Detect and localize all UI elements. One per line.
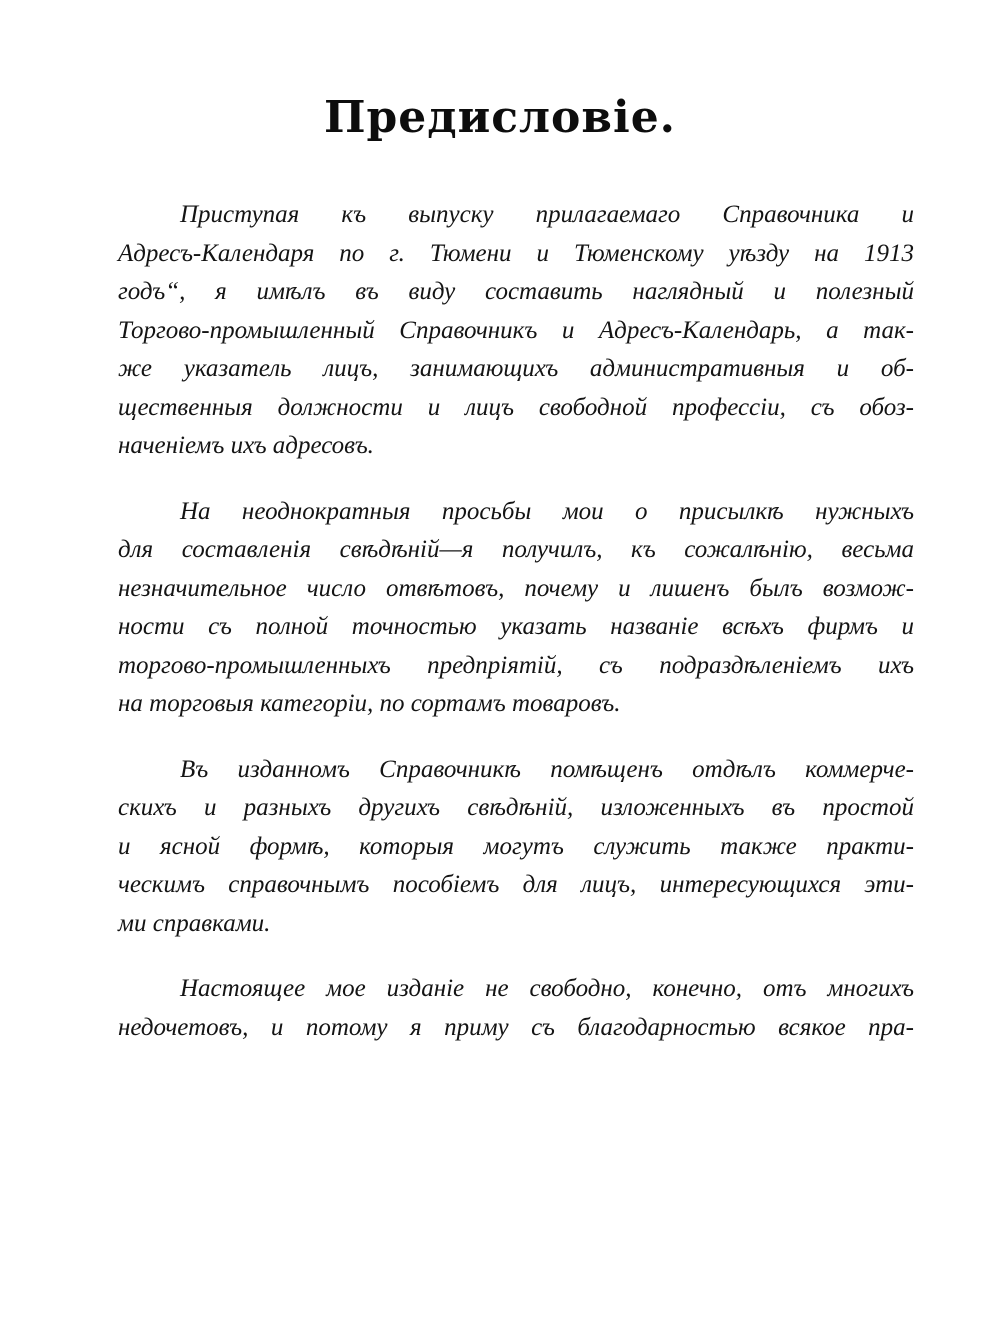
paragraph-4: [118, 970, 914, 1047]
text-line: ми справками.: [118, 909, 271, 937]
text-line: Адресъ-Календаря по г. Тюмени и Тюменскому уѣзду на 1913: [118, 239, 914, 267]
text-line: Настоящее мое изданіе не свободно, конечно, отъ многихъ: [180, 975, 914, 1002]
paragraph-3: [118, 751, 914, 944]
text-line: наченіемъ ихъ адресовъ.: [118, 432, 374, 459]
paragraph-1: [118, 196, 914, 466]
text-line: скихъ и разныхъ другихъ свѣдѣній, изложенныхъ въ простой: [118, 794, 914, 821]
preface-body: [118, 196, 914, 1074]
text-line: ности съ полной точностью указать названіе всѣхъ фирмъ и: [118, 613, 914, 640]
text-line: торгово-промышленныхъ предпріятій, съ подраздѣленіемъ ихъ: [118, 651, 914, 679]
text-line: для составленія свѣдѣній—я получилъ, къ сожалѣнію, весьма: [118, 536, 914, 563]
text-line: ческимъ справочнымъ пособіемъ для лицъ, интересующихся эти-: [118, 871, 914, 898]
paragraph-2: [118, 493, 914, 724]
text-line: На неоднократныя просьбы мои о присылкѣ нужныхъ: [180, 497, 914, 525]
text-line: и ясной формѣ, которыя могутъ служить также практи-: [118, 832, 914, 860]
text-line: щественныя должности и лицъ свободной профессіи, съ обоз-: [118, 393, 914, 421]
text-line: годъ“, я имѣлъ въ виду составить наглядный и полезный: [118, 278, 914, 305]
text-line: же указатель лицъ, занимающихъ административныя и об-: [118, 355, 914, 382]
text-line: Въ изданномъ Справочникѣ помѣщенъ отдѣлъ коммерче-: [180, 755, 914, 783]
text-line: недочетовъ, и потому я приму съ благодарностью всякое пра-: [118, 1013, 914, 1041]
text-line: Приступая къ выпуску прилагаемаго Справочника и: [180, 201, 914, 228]
text-line: Торгово-промышленный Справочникъ и Адресъ-Календарь, а так-: [118, 316, 914, 344]
page-title: Предисловіе.: [323, 92, 677, 143]
text-line: незначительное число отвѣтовъ, почему и лишенъ былъ возмож-: [118, 574, 914, 602]
text-line: на торговыя категоріи, по сортамъ товаровъ.: [118, 690, 621, 717]
